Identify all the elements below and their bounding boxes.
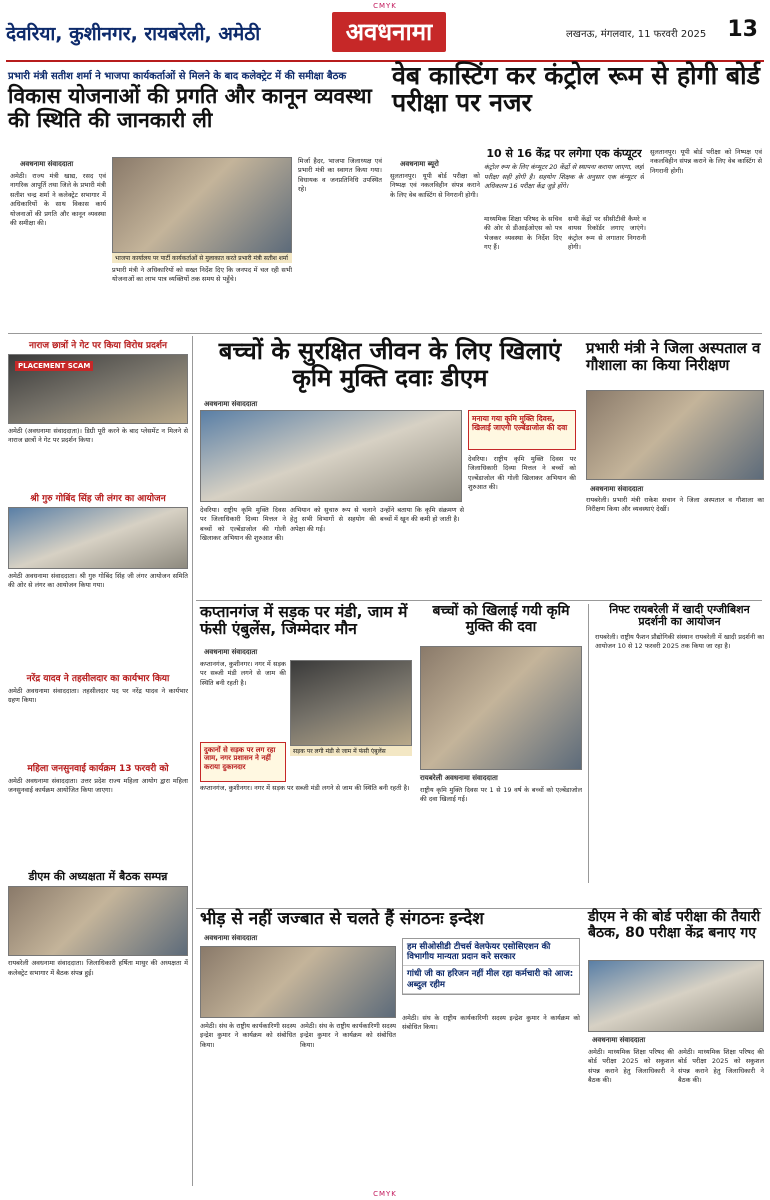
- story-column: रायबरेली। राष्ट्रीय फैशन प्रौद्योगिकी संस्थान रायबरेली में खादी प्रदर्शनी का आयोजन 10 से 12 फरवरी 2025 तक किया जा रहा है।: [595, 632, 764, 651]
- story-headline: डीएम ने की बोर्ड परीक्षा की तैयारी बैठक, 80 परीक्षा केंद्र बनाए गए: [588, 909, 761, 941]
- story-column: अमेठी। माध्यमिक शिक्षा परिषद की बोर्ड परीक्षा 2025 को सकुशल संपन्न कराने हेतु जिलाधिकारी ने बैठक की।: [588, 1048, 674, 1085]
- langar-photo: [8, 507, 188, 569]
- meeting-photo: [8, 886, 188, 956]
- left-story-text: अमेठी अवधनामा संवाददाता। श्री गुरु गोबिंद सिंह जी लंगर आयोजन समिति की ओर से लंगर का आयोजन किया गया।: [8, 572, 188, 590]
- story-column: अमेठी। संघ के राष्ट्रीय कार्यकारिणी सदस्य इन्द्रेश कुमार ने कार्यक्रम को संबोधित किया।: [200, 1022, 296, 1049]
- story-headline: बच्चों को खिलाई गयी कृमि मुक्ति की दवा: [432, 603, 570, 635]
- story-headline: वेब कास्टिंग कर कंट्रोल रूम से होगी बोर्ड परीक्षा पर नजर: [392, 61, 761, 117]
- story-column: अमेठी। संघ के राष्ट्रीय कार्यकारिणी सदस्य इन्द्रेश कुमार ने कार्यक्रम को संबोधित किया।: [402, 1014, 580, 1032]
- story-column: सुलतानपुर। यूपी बोर्ड परीक्षा को निष्पक्ष एवं नकलविहीन संपन्न कराने के लिए वेब कास्टिंग से निगरानी होगी।: [390, 172, 480, 199]
- photo-caption: भाजपा कार्यालय पर पार्टी कार्यकर्ताओं से मुलाकात करते प्रभारी मंत्री सतीश शर्मा: [112, 253, 292, 263]
- story-headline: निफ्ट रायबरेली में खादी एग्जीबिशन प्रदर्शनी का आयोजन: [609, 603, 750, 629]
- divider: [8, 333, 762, 334]
- story-column: कप्तानगंज, कुशीनगर। नगर में सड़क पर सब्जी मंडी लगने से जाम की स्थिति बनी रहती है।: [200, 660, 286, 687]
- subhead: 10 से 16 केंद्र पर लगेगा एक कंप्यूटर: [486, 147, 642, 160]
- story-column: राष्ट्रीय कृमि मुक्ति दिवस पर 1 से 19 वर्ष के बच्चों को एल्बेंडाजोल की दवा खिलाई गई।: [420, 786, 582, 804]
- children-medicine-photo: [420, 646, 582, 770]
- left-story-headline: नाराज छात्रों ने गेट पर किया विरोध प्रदर्शन: [29, 341, 167, 351]
- side-highlight-box: [468, 410, 576, 450]
- byline: अवधनामा संवाददाता: [20, 160, 74, 168]
- district-title: देवरिया, कुशीनगर, रायबरेली, अमेठी: [6, 23, 261, 45]
- protest-banner: PLACEMENT SCAM: [15, 361, 93, 371]
- left-story-text: अमेठी (अवधनामा संवाददाता)। डिग्री पूरी करने के बाद प्लेसमेंट न मिलने से नाराज छात्रों ने गेट पर प्रदर्शन किया।: [8, 427, 188, 445]
- story-column: मिर्जा हैदर, भाजपा जिलाध्यक्ष एवं प्रभारी मंत्री का स्वागत किया गया। विधायक व जनप्रतिनिधि उपस्थित रहे।: [298, 157, 382, 194]
- column-divider: [192, 336, 193, 1186]
- highlight-text: मनाया गया कृमि मुक्ति दिवस, खिलाई जाएगी एल्बेंडाजोल की दवा: [472, 414, 568, 432]
- story-column: माध्यमिक शिक्षा परिषद के सचिव की ओर से डीआईओएस को पत्र भेजकर व्यवस्था के निर्देश दिए गए हैं।: [484, 215, 562, 252]
- story-headline: विकास योजनाओं की प्रगति और कानून व्यवस्था की स्थिति की जानकारी ली: [8, 84, 372, 132]
- byline: अवधनामा संवाददाता: [592, 1036, 646, 1044]
- exam-subhead-box: [484, 148, 644, 215]
- left-story-headline: डीएम की अध्यक्षता में बैठक सम्पन्न: [28, 870, 168, 883]
- minister-photo: [112, 157, 292, 253]
- story-column: अमेठी। राज्य मंत्री खाद्य, रसद एवं नागरिक आपूर्ति तथा जिले के प्रभारी मंत्री सतीश चन्द्र शर्मा ने कलेक्ट्रेट सभागार में अधिकारियों के साथ विकास कार्य योजनाओं की प्रगति और कानून व्यवस्था की समीक्षा की।: [10, 172, 106, 228]
- left-column: [8, 338, 188, 1039]
- newspaper-logo: अवधनामा: [332, 12, 446, 52]
- highlight-text: दुकानों से सड़क पर लग रहा जाम, नगर प्रशासन ने नहीं कराया दुकानदार: [204, 746, 276, 771]
- byline: रायबरेली अवधनामा संवाददाता: [420, 774, 498, 782]
- story-review-meeting: [8, 68, 380, 132]
- story-column: देवरिया। राष्ट्रीय कृमि मुक्ति दिवस पर जिलाधिकारी दिव्या मित्तल ने बच्चों को एल्बेंडाजोल की गोली खिलाकर अभियान की शुरुआत की।: [468, 455, 576, 492]
- story-column: उन्होंने बताया कि कृमि संक्रमण से बच्चों में खून की कमी हो जाती है।: [380, 506, 464, 524]
- story-column: कप्तानगंज, कुशीनगर। नगर में सड़क पर सब्जी मंडी लगने से जाम की स्थिति बनी रहती है।: [200, 784, 410, 792]
- story-column: प्रभारी मंत्री ने अधिकारियों को सख्त निर्देश दिए कि जनपद में चल रही सभी योजनाओं का लाभ पात्र व्यक्तियों तक समय से पहुँचे।: [112, 266, 292, 284]
- color-marker-top: CMYK: [373, 2, 397, 10]
- story-column: अमेठी। माध्यमिक शिक्षा परिषद की बोर्ड परीक्षा 2025 को सकुशल संपन्न कराने हेतु जिलाधिकारी ने बैठक की।: [678, 1048, 764, 1085]
- left-story-text: अमेठी अवधनामा संवाददाता। तहसीलदार पद पर नरेंद्र यादव ने कार्यभार ग्रहण किया।: [8, 687, 188, 705]
- sangathan-photo: [200, 946, 396, 1018]
- byline: अवधनामा ब्यूरो: [400, 160, 439, 168]
- intro-text: कंट्रोल रूम के लिए कंप्यूटर 20 केंद्रों से स्थापना कराया जाएगा, जहाँ परीक्षा सही होगी है। सहयोग शिक्षक के अनुसार एक कंप्यूटर से अधिकतम 16 परीक्षा केंद्र जुड़े होंगे।: [484, 163, 644, 191]
- byline: अवधनामा संवाददाता: [204, 934, 258, 942]
- bullet-item: हम सीओसीडी टीचर्स वेलफेयर एसोसिएशन की विभागीय मान्यता प्रदान करे सरकार: [403, 939, 579, 966]
- protest-photo: [8, 354, 188, 424]
- deworming-photo: [200, 410, 462, 502]
- side-bullets: [402, 938, 580, 995]
- dm-meeting-photo: [588, 960, 764, 1032]
- byline: अवधनामा संवाददाता: [204, 648, 258, 656]
- byline: अवधनामा संवाददाता: [590, 485, 644, 493]
- story-column: अभियान को सुचारु रूप से चलाने हेतु सभी विभागों से सहयोग की अपेक्षा की गई।: [290, 506, 376, 533]
- story-headline: भीड़ से नहीं जज्बात से चलते हैं संगठनः इन्देश: [200, 909, 484, 929]
- hospital-photo: [586, 390, 764, 480]
- story-headline: कप्तानगंज में सड़क पर मंडी, जाम में फंसी एंबुलेंस, जिम्मेदार मौन: [200, 603, 408, 639]
- story-headline: बच्चों के सुरक्षित जीवन के लिए खिलाएं कृमि मुक्ति दवाः डीएम: [218, 337, 562, 392]
- masthead: [6, 12, 764, 62]
- bullet-item: गांधी जी का हरिजन नहीं मील रहा कर्मचारी को आज: अब्दुल रहीम: [403, 966, 579, 993]
- story-headline: प्रभारी मंत्री ने जिला अस्पताल व गौशाला का किया निरीक्षण: [586, 339, 761, 374]
- color-marker-bottom: CMYK: [373, 1190, 397, 1198]
- story-column: अमेठी। संघ के राष्ट्रीय कार्यकारिणी सदस्य इन्द्रेश कुमार ने कार्यक्रम को संबोधित किया।: [300, 1022, 396, 1049]
- story-kicker: प्रभारी मंत्री सतीश शर्मा ने भाजपा कार्यकर्ताओं से मिलने के बाद कलेक्ट्रेट में की समीक्षा बैठक: [8, 71, 347, 82]
- story-column: सभी केंद्रों पर सीसीटीवी कैमरे व वायस रिकॉर्डर लगाए जाएंगे। कंट्रोल रूम से लगातार निगरानी होगी।: [568, 215, 646, 252]
- ambulance-photo: [290, 660, 412, 746]
- divider: [196, 600, 762, 601]
- traffic-jam-box: [200, 742, 286, 782]
- left-story-text: अमेठी अवधनामा संवाददाता। उत्तर प्रदेश राज्य महिला आयोग द्वारा महिला जनसुनवाई कार्यक्रम आयोजित किया जाएगा।: [8, 777, 188, 795]
- story-column: सुलतानपुर। यूपी बोर्ड परीक्षा को निष्पक्ष एवं नकलविहीन संपन्न कराने के लिए वेब कास्टिंग से निगरानी होगी।: [650, 148, 762, 175]
- left-story-headline: श्री गुरु गोबिंद सिंह जी लंगर का आयोजन: [30, 494, 166, 504]
- left-story-headline: नरेंद्र यादव ने तहसीलदार का कार्यभार किया: [26, 674, 170, 684]
- page-number: 13: [727, 17, 758, 42]
- left-story-headline: महिला जनसुनवाई कार्यक्रम 13 फरवरी को: [27, 764, 169, 774]
- photo-caption: सड़क पर लगी मंडी से जाम में फंसी एंबुलेंस: [290, 746, 412, 756]
- story-column: रायबरेली। प्रभारी मंत्री राकेश सचान ने जिला अस्पताल व गौशाला का निरीक्षण किया और व्यवस्थाएं देखीं।: [586, 496, 764, 514]
- byline: अवधनामा संवाददाता: [204, 400, 258, 408]
- issue-date: लखनऊ, मंगलवार, 11 फरवरी 2025: [566, 29, 707, 40]
- story-column: देवरिया। राष्ट्रीय कृमि मुक्ति दिवस पर जिलाधिकारी दिव्या मित्तल ने बच्चों को एल्बेंडाजोल की गोली खिलाकर अभियान की शुरुआत की।: [200, 506, 286, 543]
- left-story-text: रायबरेली अवधनामा संवाददाता। जिलाधिकारी हर्षिता माथुर की अध्यक्षता में कलेक्ट्रेट सभागार में बैठक संपन्न हुई।: [8, 959, 188, 977]
- story-nift: [588, 604, 764, 883]
